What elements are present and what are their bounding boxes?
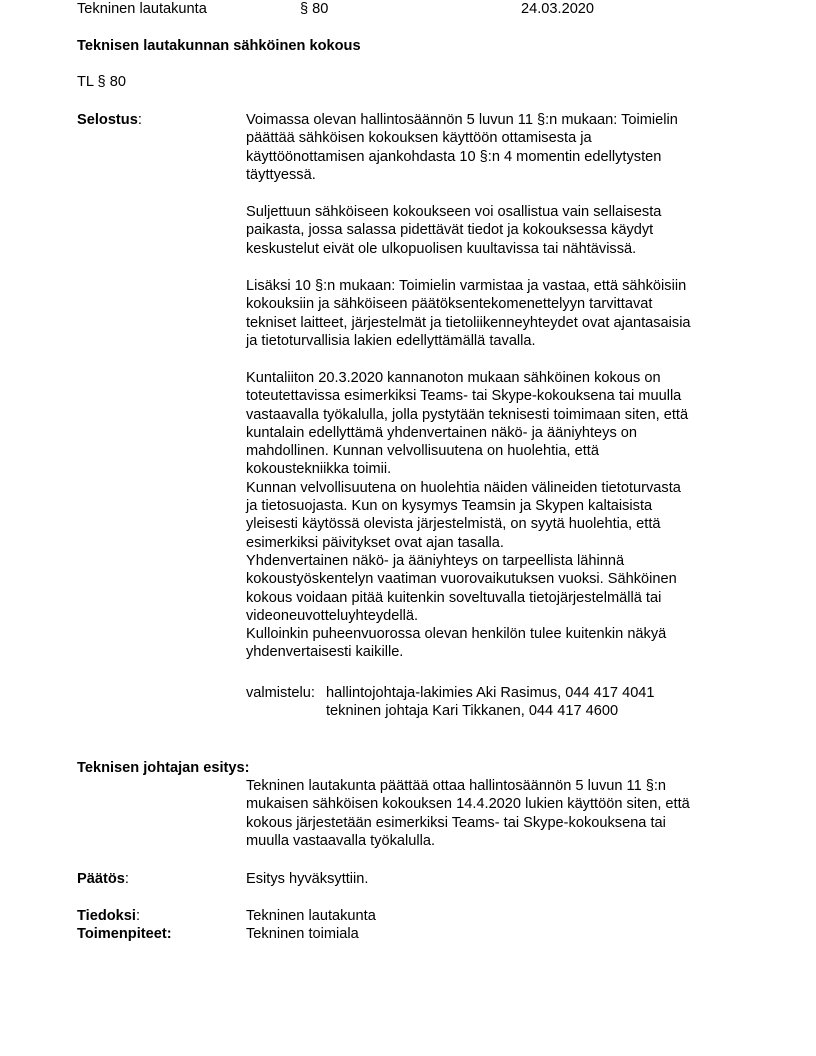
esitys-text: Tekninen lautakunta päättää ottaa hallintosäännön 5 luvun 11 §:n mukaisen sähköisen kokouksen 14.4.2020 lukien käyttöön siten, että kokous järjestetään esimerkiksi Teams- tai Skype-kokouksena tai muulla vastaavalla työkalulla.: [246, 778, 690, 849]
selostus-paragraph-3: Lisäksi 10 §:n mukaan: Toimielin varmistaa ja vastaa, että sähköisiin kokouksiin ja sähköiseen päätöksentekomenettelyyn tarvittavat tekniset laitteet, järjestelmät ja tietoliikenneyhteydet ovat ajantasaisia ja tietoturvallisia lakien edellyttämällä tavalla.: [246, 278, 691, 349]
document-title: Teknisen lautakunnan sähköinen kokous: [77, 38, 361, 54]
selostus-label: Selostus:: [77, 112, 142, 128]
tiedoksi-text: Tekninen lautakunta: [246, 908, 376, 924]
section-reference: TL § 80: [77, 74, 126, 90]
selostus-paragraph-1: Voimassa olevan hallintosäännön 5 luvun 11 §:n mukaan: Toimielin päättää sähköisen kokouksen käyttöön ottamisesta ja käyttöönottamisen ajankohdasta 10 §:n 4 momentin edellytysten täyttyessä.: [246, 112, 678, 183]
selostus-paragraph-4: Kuntaliiton 20.3.2020 kannanoton mukaan sähköinen kokous on toteutettavissa esimerkiksi Teams- tai Skype-kokouksena tai muulla vastaavalla työkalulla, jolla pystytään teknisesti toimimaan siten, että kuntalain edellyttämä yhdenvertainen näkö- ja ääniyhteys on mahdollinen. Kunnan velvollisuutena on huolehtia, että kokoustekniikka toimii. Kunnan velvollisuutena on huolehtia näiden välineiden tietoturvasta ja tietosuojasta. Kun on kysymys Teamsin ja Skypen kaltaisista yleisesti käytössä olevista järjestelmistä, on syytä huolehtia, että esimerkiksi päivitykset ovat ajan tasalla. Yhdenvertainen näkö- ja ääniyhteys on tarpeellista lähinnä kokoustyöskentelyn vaatiman vuorovaikutuksen vuoksi. Sähköinen kokous voidaan pitää kuitenkin soveltuvalla tietojärjestelmällä tai videoneuvotteluyhteydellä. Kulloinkin puheenvuorossa olevan henkilön tulee kuitenkin näkyä yhdenvertaisesti kaikille.: [246, 370, 689, 661]
esitys-label: Teknisen johtajan esitys:: [77, 760, 250, 776]
paatos-text: Esitys hyväksyttiin.: [246, 871, 369, 887]
valmistelu-preparer-1: hallintojohtaja-lakimies Aki Rasimus, 044 417 4041: [326, 685, 655, 701]
toimenpiteet-text: Tekninen toimiala: [246, 926, 359, 942]
valmistelu-preparer-2: tekninen johtaja Kari Tikkanen, 044 417 4600: [326, 703, 619, 719]
selostus-paragraph-2: Suljettuun sähköiseen kokoukseen voi osallistua vain sellaisesta paikasta, jossa salassa pidettävät tiedot ja kokouksessa käydyt keskustelut eivät ole ulkopuolisen kuultavissa tai nähtävissä.: [246, 204, 662, 257]
paatos-label: Päätös:: [77, 871, 129, 887]
header-section: § 80: [300, 1, 329, 17]
tiedoksi-label: Tiedoksi:: [77, 908, 141, 924]
toimenpiteet-label: Toimenpiteet:: [77, 926, 172, 942]
header-date: 24.03.2020: [521, 1, 595, 17]
header-committee: Tekninen lautakunta: [77, 1, 207, 17]
valmistelu-label: valmistelu:: [246, 685, 315, 701]
